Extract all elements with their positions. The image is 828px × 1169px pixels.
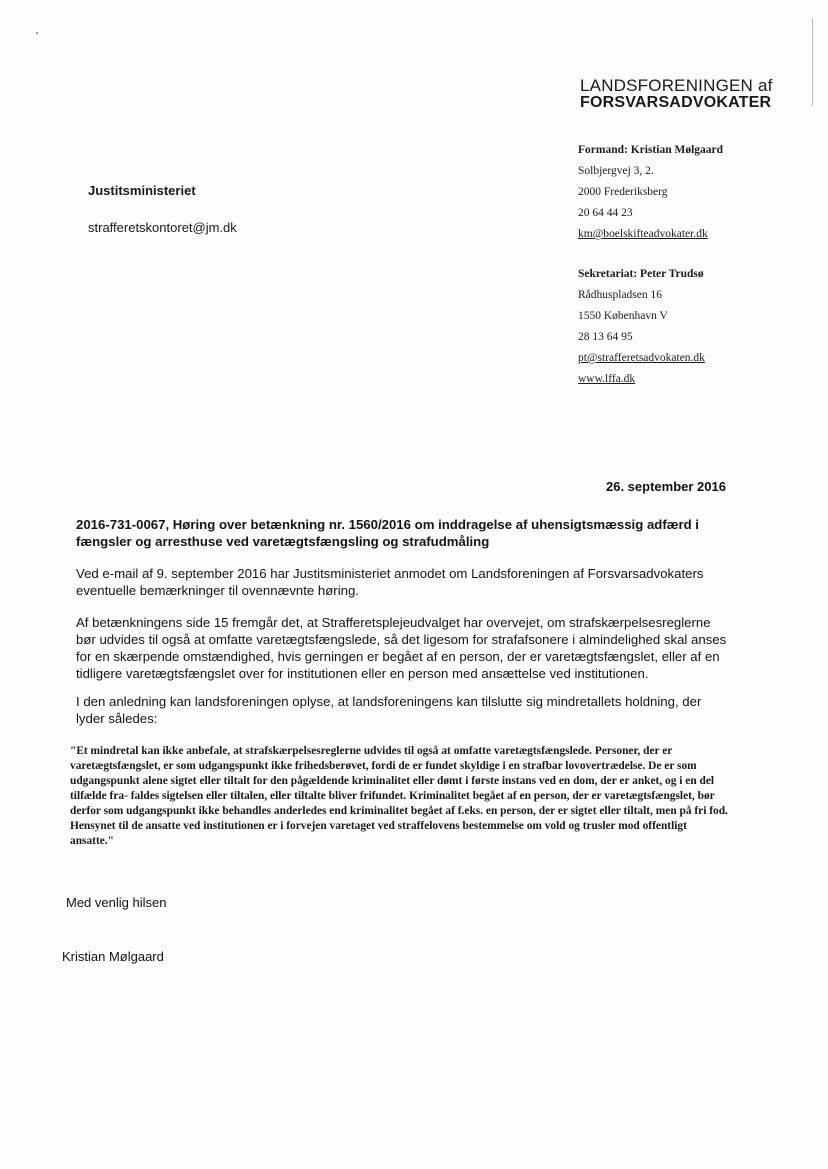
signer-name: Kristian Mølgaard [62, 949, 164, 964]
closing-greeting: Med venlig hilsen [66, 895, 167, 910]
letter-date: 26. september 2016 [606, 479, 726, 494]
secretariat-contact-block [578, 264, 705, 390]
recipient-email[interactable]: strafferetskontoret@jm.dk [88, 220, 237, 235]
scan-speck [36, 32, 38, 34]
scan-edge-line [812, 18, 813, 106]
chairman-title: Formand: Kristian Mølgaard [578, 144, 724, 156]
body-paragraph-3: I den anledning kan landsforeningen oplyse, at landsforeningens kan tilslutte sig mindretallets holdning, der lyder således: [76, 694, 702, 726]
secretariat-phone: 28 13 64 95 [578, 331, 633, 343]
chairman-phone: 20 64 44 23 [578, 207, 633, 219]
chairman-email-link[interactable]: km@boelskifteadvokater.dk [578, 228, 708, 240]
secretariat-title: Sekretariat: Peter Trudsø [578, 268, 704, 280]
quoted-minority-statement: "Et mindretal kan ikke anbefale, at strafskærpelsesreglerne udvides til også at omfatte varetægtsfængslede. Personer, der er varetægtsfængslet, er som udgangspunkt ikke frihedsberøvet, fordi de er fundet skyldige i en strafbar lovovertrædelse. De er som udgangspunkt alene sigtet eller tiltalt for den pågældende kriminalitet eller dømt i første instans ved en dom, der er anket, og i en del tilfælde fra- faldes sigtelsen eller tiltalen, eller tiltalte bliver frifundet. Kriminalitet begået af en person, der er varetægtsfængslet, bør derfor som udgangspunkt ikke behandles anderledes end kriminalitet begået af f.eks. en person, der er sigtet eller tiltalt, men på fri fod. Hensynet til de ansatte ved institutionen er i forvejen varetaget ved straffelovens bestemmelse om vold og trusler mod offentligt ansatte." [70, 745, 728, 847]
body-paragraph-2: Af betænkningens side 15 fremgår det, at Strafferetsplejeudvalget har overvejet, om strafskærpelsesreglerne bør udvides til også at omfatte varetægtsfængslede, så det ligesom for strafafsonere i almindelighed skal anses for en skærpende omstændighed, hvis gerningen er begået af en person, der er varetægtsfængslet, eller af en tidligere varetægtsfængslet over for institutionen eller en person med ansættelse ved institutionen. [76, 615, 727, 681]
secretariat-city: 1550 København V [578, 310, 668, 322]
secretariat-email-link[interactable]: pt@strafferetsadvokaten.dk [578, 352, 705, 364]
secretariat-street: Rådhuspladsen 16 [578, 289, 663, 301]
chairman-city: 2000 Frederiksberg [578, 186, 668, 198]
website-link[interactable]: www.lffa.dk [578, 373, 636, 385]
chairman-contact-block [578, 140, 723, 245]
letter-subject: 2016-731-0067, Høring over betænkning nr. 1560/2016 om inddragelse af uhensigtsmæssig adfærd i fængsler og arresthuse ved varetægtsfængsling og strafudmåling [76, 517, 699, 549]
body-paragraph-1: Ved e-mail af 9. september 2016 har Justitsministeriet anmodet om Landsforeningen af Forsvarsadvokaters eventuelle bemærkninger til ovennævnte høring. [76, 566, 704, 598]
recipient-name: Justitsministeriet [88, 183, 196, 198]
letterhead-line-2: FORSVARSADVOKATER [580, 94, 772, 111]
chairman-street: Solbjergvej 3, 2. [578, 165, 654, 177]
letterhead-line-1: LANDSFORENINGEN af [580, 76, 773, 95]
